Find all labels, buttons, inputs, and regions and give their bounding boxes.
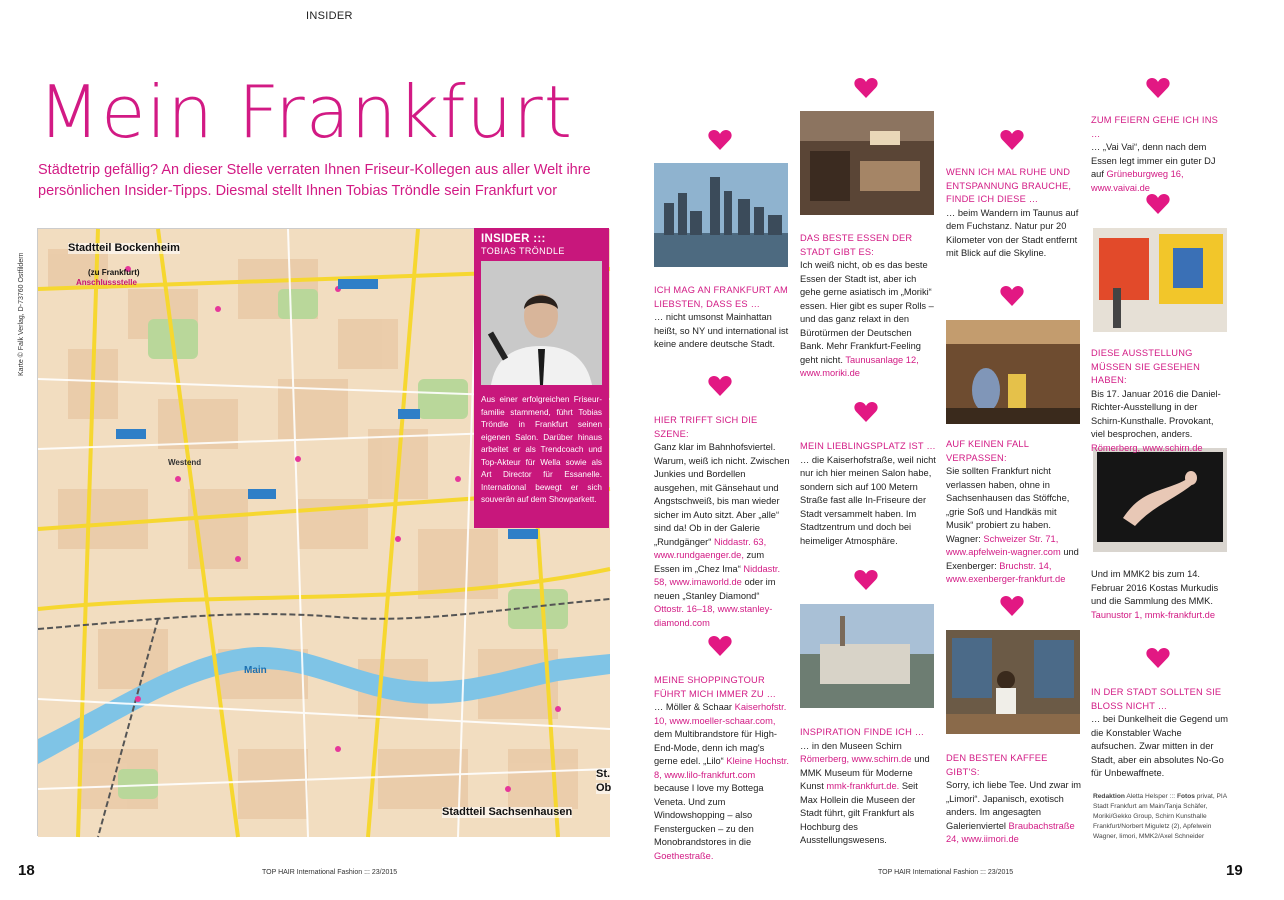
address-link: Schweizer Str. 71, www.apfelwein-wagner.com [946,533,1061,557]
address-link: Braubachstraße 24, www.iimori.de [946,820,1075,844]
address-link: Niddastr. 63, www.rundgaenger.de, [654,536,767,560]
insider-box [474,228,609,528]
heart-icon [1146,648,1170,668]
address-link: Kaiserhofstr. 10, www.moeller-schaar.com, [654,702,787,726]
heart-icon [1000,286,1024,306]
tip-inspiration [800,726,936,848]
tip-food [800,232,936,381]
tip-body: … in den Museen Schirn Römerberg, www.schirn.de und MMK Museum für Moderne Kunst mmk-frankfurt.de. Seit Max Hollein die Museen der Stadt führt, gilt Frankfurt als Hochburg des Ausstellungswesens. [800,740,930,845]
tip-heading: HIER TRIFFT SICH DIE SZENE: [654,415,758,439]
section-kicker: INSIDER [306,10,353,22]
tip-body: … „Vai Vai“, denn nach dem Essen legt immer ein guter DJ auf Grüneburgweg 16, www.vaivai.de [1091,142,1216,193]
heart-icon [854,570,878,590]
heart-icon [854,402,878,422]
map-label-main: Main [244,665,267,676]
tip-heading: MEINE SHOPPINGTOUR FÜHRT MICH IMMER ZU … [654,675,777,699]
portrait-photo [481,261,602,385]
tip-heading: DEN BESTEN KAFFEE GIBT'S: [946,753,1048,777]
tip-heading: MEIN LIEBLINGSPLATZ IST … [800,441,936,451]
address-link: Taunusanlage 12, www.moriki.de [800,354,919,378]
tip-heading: DIESE AUSSTELLUNG MÜSSEN SIE GESEHEN HABEN: [1091,348,1200,385]
map-label-st: St. [596,768,611,780]
address-link: Kleine Hochstr. 8, www.lilo-frankfurt.com [654,756,789,780]
address-link: mmk-frankfurt.de. [826,781,900,791]
tip-body: Sie sollten Frankfurt nicht verlassen haben, ohne in Sachsenhausen das Stöffche, „grie Soß und Handkäs mit Musik“ probiert zu haben. Wagner: Schweizer Str. 71, www.apfelwein-wagner.com und Exenberger: Bruchstr. 14, www.exenberger-frankfurt.de [946,466,1079,584]
map-credit [18,226,30,376]
tip-favorite-place [800,440,936,548]
heart-icon [708,636,732,656]
address-link: Niddastr. 58, www.imaworld.de [654,563,781,587]
map-label-ob: Ob [596,782,612,794]
tip-scene [654,414,790,630]
tip-avoid [1091,686,1229,781]
tip-body: Sorry, ich liebe Tee. Und zwar im „Limori“. Japanisch, exotisch anders. Im angesagten Galerienviertel Braubachstraße 24, www.iimori.de [946,780,1082,844]
tip-dont-miss [946,438,1082,587]
tip-body: … die Kaiserhofstraße, weil nicht nur ich hier meinen Salon habe, sondern sich auf 100 Metern Straße fast alle In-Friseure der Stadt versammelt haben. Im Stadtzentrum und doch bei heimeliger Atmosphäre. [800,454,936,546]
footer-magazine-left: TOP HAIR International Fashion ::: 23/2015 [262,869,398,876]
page-title: Mein Frankfurt [38,70,573,154]
exhibition-photo [1093,228,1227,332]
tip-mmk2 [1091,568,1229,622]
credits-block: Redaktion Aletta Helsper ::: Fotos privat, PIA Stadt Frankfurt am Main/Tanja Schäfer, Moriki/Gekko Group, Schirn Kunsthalle Frankfurt/Norbert Miguletz (2), Apfelwein Wagner, Iimori, MMK2/Axel Schneider [1093,793,1227,840]
page-number-right: 19 [1226,862,1243,879]
apfelwein-photo [946,320,1080,424]
heart-icon [708,376,732,396]
address-link: Goethestraße. [654,850,714,861]
footer-magazine-right: TOP HAIR International Fashion ::: 23/2015 [878,869,1014,876]
tip-body: … bei Dunkelheit die Gegend um die Konstabler Wache aufsuchen. Zwar mitten in der Stadt, aber ein absolutes No-Go für Unbewaffnete. [1091,714,1228,778]
tip-coffee [946,752,1082,847]
heart-icon [1000,596,1024,616]
tip-shopping [654,674,790,863]
tip-body: … Möller & Schaar Kaiserhofstr. 10, www.moeller-schaar.com, dem Multibrandstore für High-End-Mode, denn ich mag's gerne edel. „Lilo“ Kleine Hochstr. 8, www.lilo-frankfurt.com because I love my Bottega Veneta. Und zum Windowshopping – also Fenstergucken – zu den Monobrandstores in die Goethestraße. [654,702,789,861]
heart-icon [1146,78,1170,98]
intro-text: Städtetrip gefällig? An dieser Stelle verraten Ihnen Friseur-Kollegen aus aller Welt ihre persönlichen Insider-Tipps. Diesmal stellt Ihnen Tobias Tröndle sein Frankfurt vor [38,162,591,199]
tip-body: Und im MMK2 bis zum 14. Februar 2016 Kostas Murkudis und die Sammlung des MMK. Taunustor 1, mmk-frankfurt.de [1091,569,1219,620]
tip-heading: ZUM FEIERN GEHE ICH INS … [1091,115,1219,139]
tip-exhibition [1091,347,1229,455]
restaurant-photo [800,111,934,215]
map-label-anschluss: Anschlussstelle [76,278,137,287]
tip-body: Ganz klar im Bahnhofsviertel. Warum, weiß ich nicht. Zwischen Junkies und Bordellen ausgehen, mit Gänsehaut und Angstschweiß, bis man wieder sicher im Auto sitzt. Aber „alle“ sind da! Ob in der Galerie „Rundgänger“ Niddastr. 63, www.rundgaenger.de, zum Essen im „Chez Ima“ Niddastr. 58, www.imaworld.de oder im neuen „Stanley Diamond“ Ottostr. 16–18, www.stanley-diamond.com [654,442,790,628]
tip-body: … beim Wandern im Taunus auf dem Fuchstanz. Natur pur 20 Kilometer von der Stadt entfernt mit Blick auf die Skyline. [946,207,1079,258]
tip-heading: INSPIRATION FINDE ICH … [800,727,925,737]
address-link: Grüneburgweg 16, www.vaivai.de [1091,169,1184,193]
map-label-bockenheim: Stadtteil Bockenheim [68,242,180,254]
heart-icon [1146,194,1170,214]
page-number-left: 18 [18,862,35,879]
tip-heading: IN DER STADT SOLLTEN SIE BLOSS NICHT … [1091,687,1222,711]
address-link: Bruchstr. 14, www.exenberger-frankfurt.de [946,560,1066,584]
heart-icon [1000,130,1024,150]
tip-heading: AUF KEINEN FALL VERPASSEN: [946,439,1029,463]
museum-photo [800,604,934,708]
cafe-photo [946,630,1080,734]
address-link: Ottostr. 16–18, www.stanley-diamond.com [654,604,773,628]
tip-party [1091,114,1229,195]
map-credit-text: Karte © Falk Verlag, D-73760 Ostfildern [18,252,25,376]
address-link: Römerberg, www.schirn.de [1091,442,1203,453]
heart-icon [854,78,878,98]
tip-body: … nicht umsonst Mainhattan heißt, so NY und international ist keine andere deutsche Stadt. [654,312,789,349]
tip-like-most [654,284,790,352]
heart-icon [708,130,732,150]
tip-body: Ich weiß nicht, ob es das beste Essen der Stadt ist, aber ich gehe gerne asiatisch im „Moriki“ essen. Hier gibt es super Rolls – und das ganz relaxt in den Bürotürmen der Deutschen Bank. Mehr Frankfurt-Feeling geht nicht. Taunusanlage 12, www.moriki.de [800,260,934,378]
insider-bio: Aus einer erfolgreichen Friseur-familie stammend, führt Tobias Tröndle in Frankfurt seinen eigenen Salon. Darüber hinaus arbeitet er als Trendcoach und Top-Akteur für Wella sowie als Art Director für Essanelle. International bewegt er sich souverän auf dem Showparkett. [481,395,602,504]
tip-heading: WENN ICH MAL RUHE UND ENTSPANNUNG BRAUCHE, FINDE ICH DIESE … [946,167,1072,204]
tip-relax [946,166,1082,261]
map-label-sachsenhausen: Stadtteil Sachsenhausen [442,806,573,818]
dance-artwork-photo [1093,448,1227,552]
map-label-zu-frankfurt: (zu Frankfurt) [88,268,140,277]
map-label-westend: Westend [168,458,202,467]
insider-heading: INSIDER ::: [481,233,546,245]
tip-heading: ICH MAG AN FRANKFURT AM LIEBSTEN, DASS ES … [654,285,788,309]
address-link: Taunustor 1, mmk-frankfurt.de [1091,609,1216,620]
insider-name: TOBIAS TRÖNDLE [481,246,565,256]
skyline-photo [654,163,788,267]
tip-heading: DAS BESTE ESSEN DER STADT GIBT ES: [800,233,913,257]
address-link: Römerberg, www.schirn.de [800,754,912,764]
tip-body: Bis 17. Januar 2016 die Daniel-Richter-Ausstellung in der Schirn-Kunsthalle. Provokant, viel besprochen, anders. Römerberg, www.schirn.de [1091,388,1221,453]
